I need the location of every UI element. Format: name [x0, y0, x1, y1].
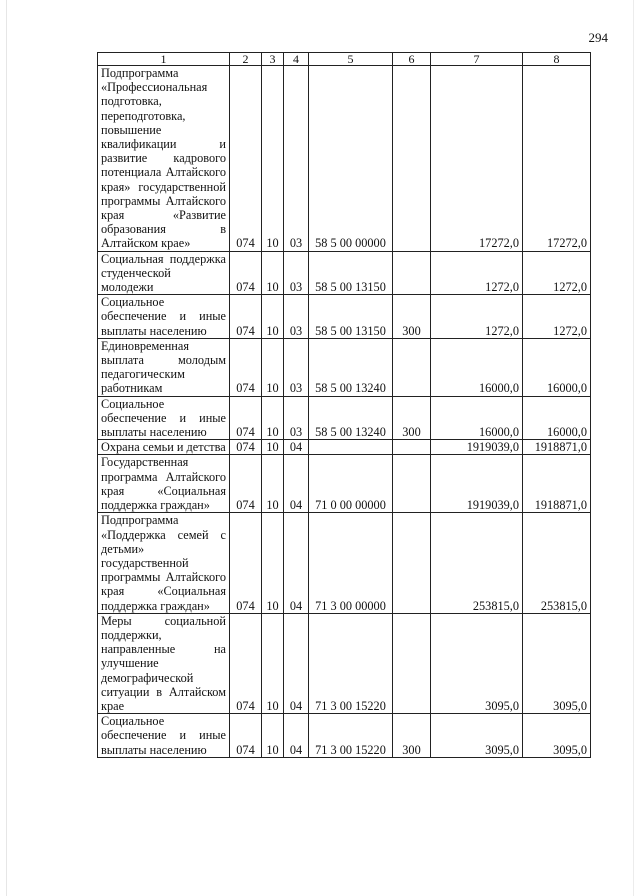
amount-year2-cell: 16000,0: [523, 396, 591, 440]
row-name-cell: Единовременная выплата молодым педагогическим работникам: [98, 338, 230, 396]
ministry-code-cell: 074: [230, 455, 262, 513]
section-code-cell: 10: [262, 513, 284, 613]
table-row: [98, 338, 591, 396]
table-row: [98, 66, 591, 252]
column-header: 2: [230, 53, 262, 66]
table-row: [98, 714, 591, 758]
expense-type-cell: 300: [393, 714, 431, 758]
section-code-cell: 10: [262, 613, 284, 713]
target-article-cell: 71 0 00 00000: [309, 455, 393, 513]
amount-year2-cell: 3095,0: [523, 714, 591, 758]
column-header: 5: [309, 53, 393, 66]
target-article-cell: [309, 440, 393, 455]
table-row: [98, 513, 591, 613]
section-code-cell: 10: [262, 295, 284, 339]
amount-year1-cell: 3095,0: [431, 714, 523, 758]
subsection-code-cell: 04: [284, 714, 309, 758]
section-code-cell: 10: [262, 251, 284, 295]
table-row: [98, 251, 591, 295]
scan-edge-left: [6, 0, 7, 896]
ministry-code-cell: 074: [230, 338, 262, 396]
column-header: 6: [393, 53, 431, 66]
row-name-cell: Подпрограмма «Поддержка семей с детьми» государственной программы Алтайского края «Социальная поддержка граждан»: [98, 513, 230, 613]
subsection-code-cell: 04: [284, 455, 309, 513]
amount-year1-cell: 1919039,0: [431, 455, 523, 513]
target-article-cell: 58 5 00 00000: [309, 66, 393, 252]
row-name-cell: Подпрограмма «Профессиональная подготовка, переподготовка, повышение квалификации и развитие кадрового потенциала Алтайского края» государственной программы Алтайского края «Развитие образования в Алтайском крае»: [98, 66, 230, 252]
amount-year2-cell: 3095,0: [523, 613, 591, 713]
target-article-cell: 58 5 00 13150: [309, 251, 393, 295]
amount-year2-cell: 1272,0: [523, 251, 591, 295]
expense-type-cell: [393, 455, 431, 513]
header-row: [98, 53, 591, 66]
target-article-cell: 58 5 00 13240: [309, 338, 393, 396]
amount-year1-cell: 16000,0: [431, 396, 523, 440]
column-header: 3: [262, 53, 284, 66]
table-row: [98, 295, 591, 339]
row-name-cell: Социальное обеспечение и иные выплаты населению: [98, 396, 230, 440]
target-article-cell: 71 3 00 15220: [309, 613, 393, 713]
row-name-cell: Социальное обеспечение и иные выплаты населению: [98, 714, 230, 758]
subsection-code-cell: 04: [284, 513, 309, 613]
ministry-code-cell: 074: [230, 440, 262, 455]
amount-year2-cell: 253815,0: [523, 513, 591, 613]
expense-type-cell: [393, 66, 431, 252]
row-name-cell: Социальная поддержка студенческой молодежи: [98, 251, 230, 295]
ministry-code-cell: 074: [230, 513, 262, 613]
column-header: 1: [98, 53, 230, 66]
scan-edge-right: [633, 0, 634, 896]
table-row: [98, 455, 591, 513]
table-row: [98, 613, 591, 713]
ministry-code-cell: 074: [230, 251, 262, 295]
amount-year2-cell: 1918871,0: [523, 440, 591, 455]
expense-type-cell: [393, 251, 431, 295]
ministry-code-cell: 074: [230, 295, 262, 339]
row-name-cell: Государственная программа Алтайского края «Социальная поддержка граждан»: [98, 455, 230, 513]
amount-year1-cell: 3095,0: [431, 613, 523, 713]
subsection-code-cell: 04: [284, 440, 309, 455]
amount-year1-cell: 1919039,0: [431, 440, 523, 455]
amount-year2-cell: 17272,0: [523, 66, 591, 252]
column-header: 4: [284, 53, 309, 66]
ministry-code-cell: 074: [230, 66, 262, 252]
table-body: [98, 66, 591, 758]
section-code-cell: 10: [262, 714, 284, 758]
expense-type-cell: 300: [393, 295, 431, 339]
amount-year1-cell: 253815,0: [431, 513, 523, 613]
ministry-code-cell: 074: [230, 396, 262, 440]
row-name-cell: Охрана семьи и детства: [98, 440, 230, 455]
subsection-code-cell: 03: [284, 251, 309, 295]
page-number: 294: [588, 30, 608, 45]
section-code-cell: 10: [262, 396, 284, 440]
section-code-cell: 10: [262, 338, 284, 396]
row-name-cell: Социальное обеспечение и иные выплаты населению: [98, 295, 230, 339]
budget-table: [97, 52, 591, 758]
table-row: [98, 440, 591, 455]
subsection-code-cell: 04: [284, 613, 309, 713]
column-header: 7: [431, 53, 523, 66]
target-article-cell: 71 3 00 00000: [309, 513, 393, 613]
section-code-cell: 10: [262, 440, 284, 455]
ministry-code-cell: 074: [230, 714, 262, 758]
amount-year2-cell: 1918871,0: [523, 455, 591, 513]
section-code-cell: 10: [262, 66, 284, 252]
amount-year2-cell: 1272,0: [523, 295, 591, 339]
amount-year2-cell: 16000,0: [523, 338, 591, 396]
subsection-code-cell: 03: [284, 338, 309, 396]
amount-year1-cell: 1272,0: [431, 251, 523, 295]
subsection-code-cell: 03: [284, 295, 309, 339]
expense-type-cell: 300: [393, 396, 431, 440]
table-row: [98, 396, 591, 440]
subsection-code-cell: 03: [284, 396, 309, 440]
ministry-code-cell: 074: [230, 613, 262, 713]
column-header: 8: [523, 53, 591, 66]
row-name-cell: Меры социальной поддержки, направленные на улучшение демографической ситуации в Алтайском крае: [98, 613, 230, 713]
expense-type-cell: [393, 513, 431, 613]
amount-year1-cell: 16000,0: [431, 338, 523, 396]
expense-type-cell: [393, 338, 431, 396]
target-article-cell: 71 3 00 15220: [309, 714, 393, 758]
target-article-cell: 58 5 00 13240: [309, 396, 393, 440]
amount-year1-cell: 17272,0: [431, 66, 523, 252]
expense-type-cell: [393, 613, 431, 713]
expense-type-cell: [393, 440, 431, 455]
section-code-cell: 10: [262, 455, 284, 513]
target-article-cell: 58 5 00 13150: [309, 295, 393, 339]
amount-year1-cell: 1272,0: [431, 295, 523, 339]
subsection-code-cell: 03: [284, 66, 309, 252]
